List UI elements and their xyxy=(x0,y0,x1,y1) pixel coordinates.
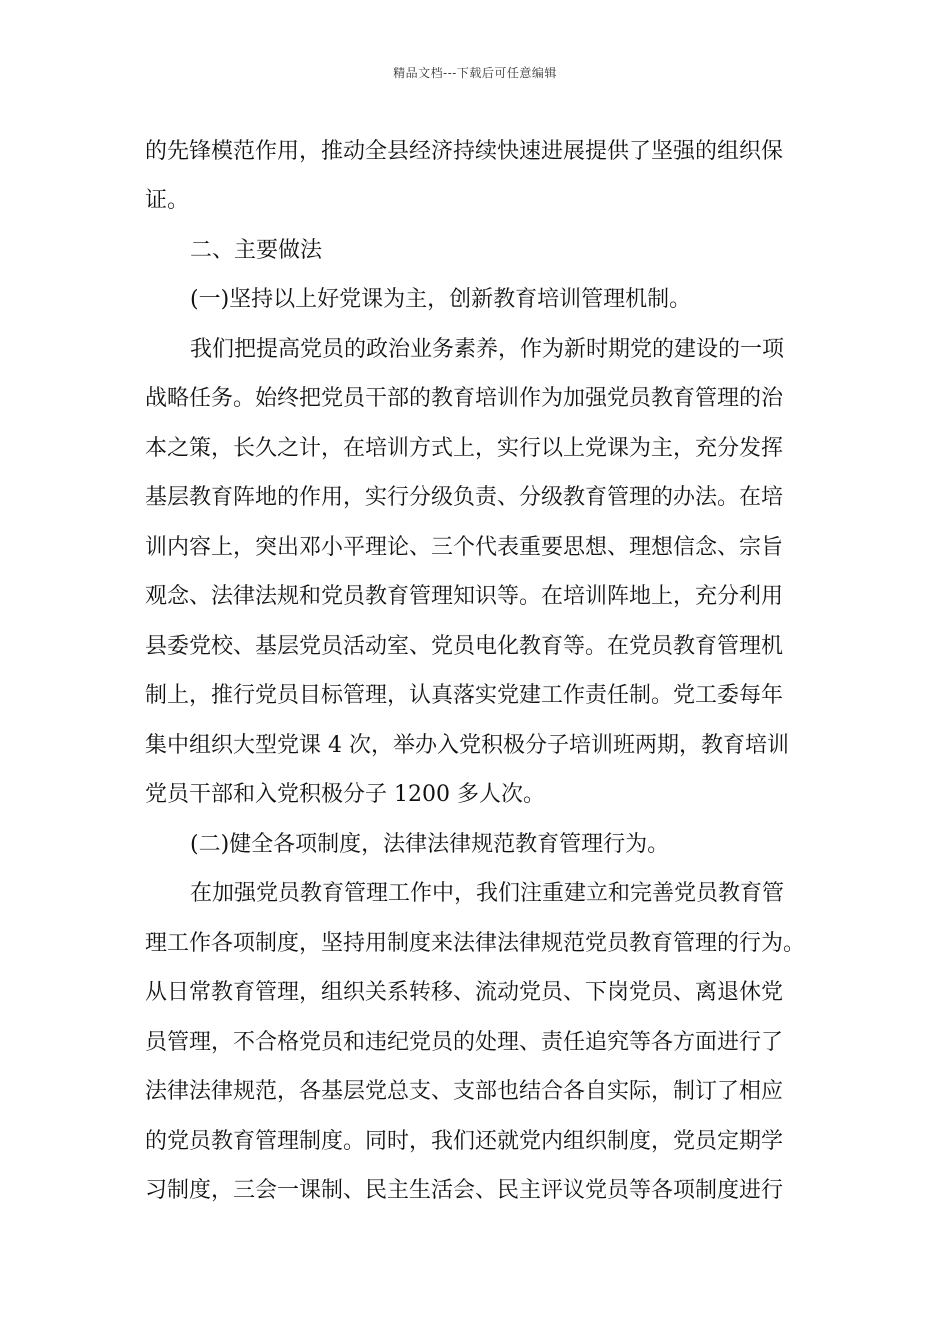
page-header: 精品文档---下载后可任意编辑 xyxy=(393,66,557,80)
body-line-16: 在加强党员教育管理工作中，我们注重建立和完善党员教育管 xyxy=(190,881,785,906)
body-line-1: 的先锋模范作用，推动全县经济持续快速进展提供了坚强的组织保 xyxy=(145,139,784,164)
body-line-11: 县委党校、基层党员活动室、党员电化教育等。在党员教育管理机 xyxy=(145,634,784,659)
body-line-8: 基层教育阵地的作用，实行分级负责、分级教育管理的办法。在培 xyxy=(145,485,784,510)
body-line-21: 的党员教育管理制度。同时，我们还就党内组织制度，党员定期学 xyxy=(145,1129,784,1154)
body-line-19: 员管理，不合格党员和违纪党员的处理、责任追究等各方面进行了 xyxy=(145,1030,784,1055)
body-line-5: 我们把提高党员的政治业务素养，作为新时期党的建设的一项 xyxy=(190,337,785,362)
body-line-12: 制上，推行党员目标管理，认真落实党建工作责任制。党工委每年 xyxy=(145,683,784,708)
body-line-7: 本之策，长久之计，在培训方式上，实行以上党课为主，充分发挥 xyxy=(145,436,784,461)
body-line-22: 习制度，三会一课制、民主生活会、民主评议党员等各项制度进行 xyxy=(145,1178,784,1203)
body-line-14: 党员干部和入党积极分子 1200 多人次。 xyxy=(145,782,545,807)
body-line-20: 法律法律规范，各基层党总支、支部也结合各自实际，制订了相应 xyxy=(145,1079,784,1104)
body-line-17: 理工作各项制度，坚持用制度来法律法律规范党员教育管理的行为。 xyxy=(145,931,806,956)
body-line-13: 集中组织大型党课 4 次，举办入党积极分子培训班两期，教育培训 xyxy=(145,733,789,758)
body-line-9: 训内容上，突出邓小平理论、三个代表重要思想、理想信念、宗旨 xyxy=(145,535,784,560)
subsection-heading-2: (二)健全各项制度，法律法律规范教育管理行为。 xyxy=(190,832,670,857)
body-line-2: 证。 xyxy=(145,188,190,213)
body-line-10: 观念、法律法规和党员教育管理知识等。在培训阵地上，充分利用 xyxy=(145,584,784,609)
subsection-heading-1: (一)坚持以上好党课为主，创新教育培训管理机制。 xyxy=(190,287,692,312)
section-heading: 二、主要做法 xyxy=(190,238,323,263)
body-line-18: 从日常教育管理，组织关系转移、流动党员、下岗党员、离退休党 xyxy=(145,980,784,1005)
body-line-6: 战略任务。始终把党员干部的教育培训作为加强党员教育管理的治 xyxy=(145,386,784,411)
